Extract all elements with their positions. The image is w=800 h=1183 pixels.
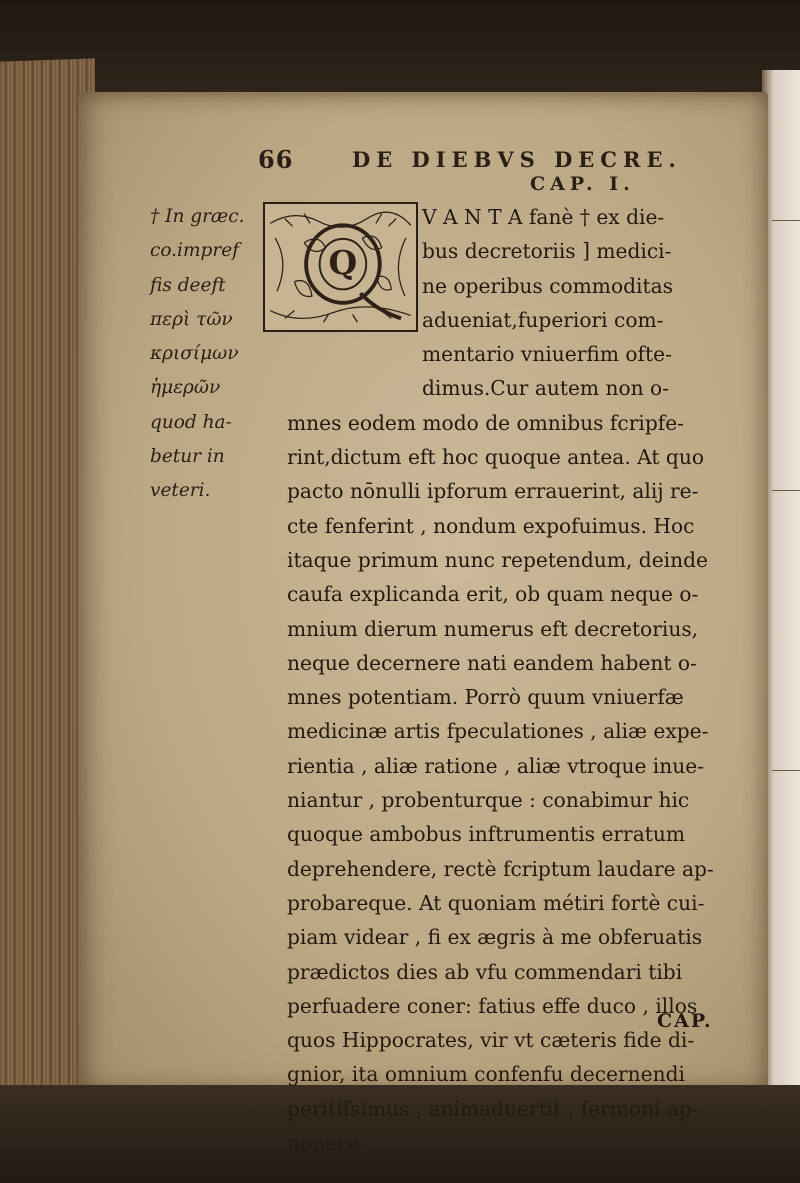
facing-page-rule — [772, 490, 800, 491]
text-line: gnior, ita omnium confenfu decernendi — [287, 1062, 686, 1087]
text-line: mnium dierum numerus eft decretorius, — [287, 616, 699, 641]
text-line: V A N T A fanè † ex die- — [422, 205, 665, 229]
chapter-heading: CAP. I. — [530, 173, 635, 195]
text-line: neque decernere nati eandem habent o- — [287, 650, 697, 675]
background-top — [0, 0, 800, 95]
text-line: prædictos dies ab vfu commendari tibi — [287, 959, 683, 984]
marginal-note-line: † In græc. — [150, 206, 245, 227]
text-line: mnes potentiam. Porrò quum vniuerfæ — [287, 685, 684, 710]
text-line: ne operibus commoditas — [422, 273, 673, 298]
marginal-note-line: co.impref — [150, 240, 239, 262]
text-line: rint,dictum eft hoc quoque antea. At quo — [287, 445, 704, 470]
text-line: niantur , probenturque : conabimur hic — [287, 788, 690, 813]
text-line: rientia , aliæ ratione , aliæ vtroque inue- — [287, 753, 705, 778]
catchword: CAP. — [657, 1010, 713, 1032]
text-line: mnes eodem modo de omnibus fcripfe- — [287, 410, 684, 435]
text-line: quoque ambobus inftrumentis erratum — [287, 822, 685, 847]
text-line: deprehendere, rectè fcriptum laudare ap- — [287, 856, 714, 881]
marginal-note-line: ἡμερῶν — [150, 377, 221, 399]
text-line: mentario vniuerfim ofte- — [422, 342, 672, 367]
marginal-note-line: betur in — [150, 446, 225, 468]
page-number: 66 — [258, 145, 294, 174]
initial-letter: Q — [328, 242, 358, 282]
text-line: ponere. — [287, 1131, 366, 1156]
text-line: peritifsimus , animaduertit , fermoni ap- — [287, 1096, 699, 1121]
text-line: dimus.Cur autem non o- — [422, 376, 670, 401]
text-line: pacto nōnulli ipforum errauerint, alij re- — [287, 479, 699, 504]
text-line: itaque primum nunc repetendum, deinde — [287, 547, 708, 572]
marginal-note — [150, 200, 260, 509]
decorated-initial-icon — [263, 202, 418, 332]
text-line: probareque. At quoniam métiri fortè cui- — [287, 890, 705, 915]
facing-page-rule — [772, 220, 800, 221]
marginal-note-line: κρισίμων — [150, 343, 239, 365]
marginal-note-line: περὶ τῶν — [150, 308, 233, 330]
running-head — [0, 145, 800, 175]
text-line: piam videar , fi ex ægris à me obferuatis — [287, 925, 703, 950]
marginal-note-line: fis deeft — [150, 274, 226, 296]
text-line: quos Hippocrates, vir vt cæteris fide di- — [287, 1028, 695, 1053]
text-line: medicinæ artis fpeculationes , aliæ expe- — [287, 719, 709, 744]
text-line: perfuadere coner: fatius effe duco , illos — [287, 993, 698, 1018]
facing-page-rule — [772, 770, 800, 771]
marginal-note-line: veteri. — [150, 480, 211, 502]
text-line: cte fenferint , nondum expofuimus. Hoc — [287, 513, 695, 538]
marginal-note-line: quod ha- — [150, 411, 232, 433]
text-line: bus decretoriis ] medici- — [422, 239, 672, 264]
text-line: adueniat,fuperiori com- — [422, 307, 664, 332]
running-title: DE DIEBVS DECRE. — [352, 147, 682, 172]
text-line: caufa explicanda erit, ob quam neque o- — [287, 582, 699, 607]
